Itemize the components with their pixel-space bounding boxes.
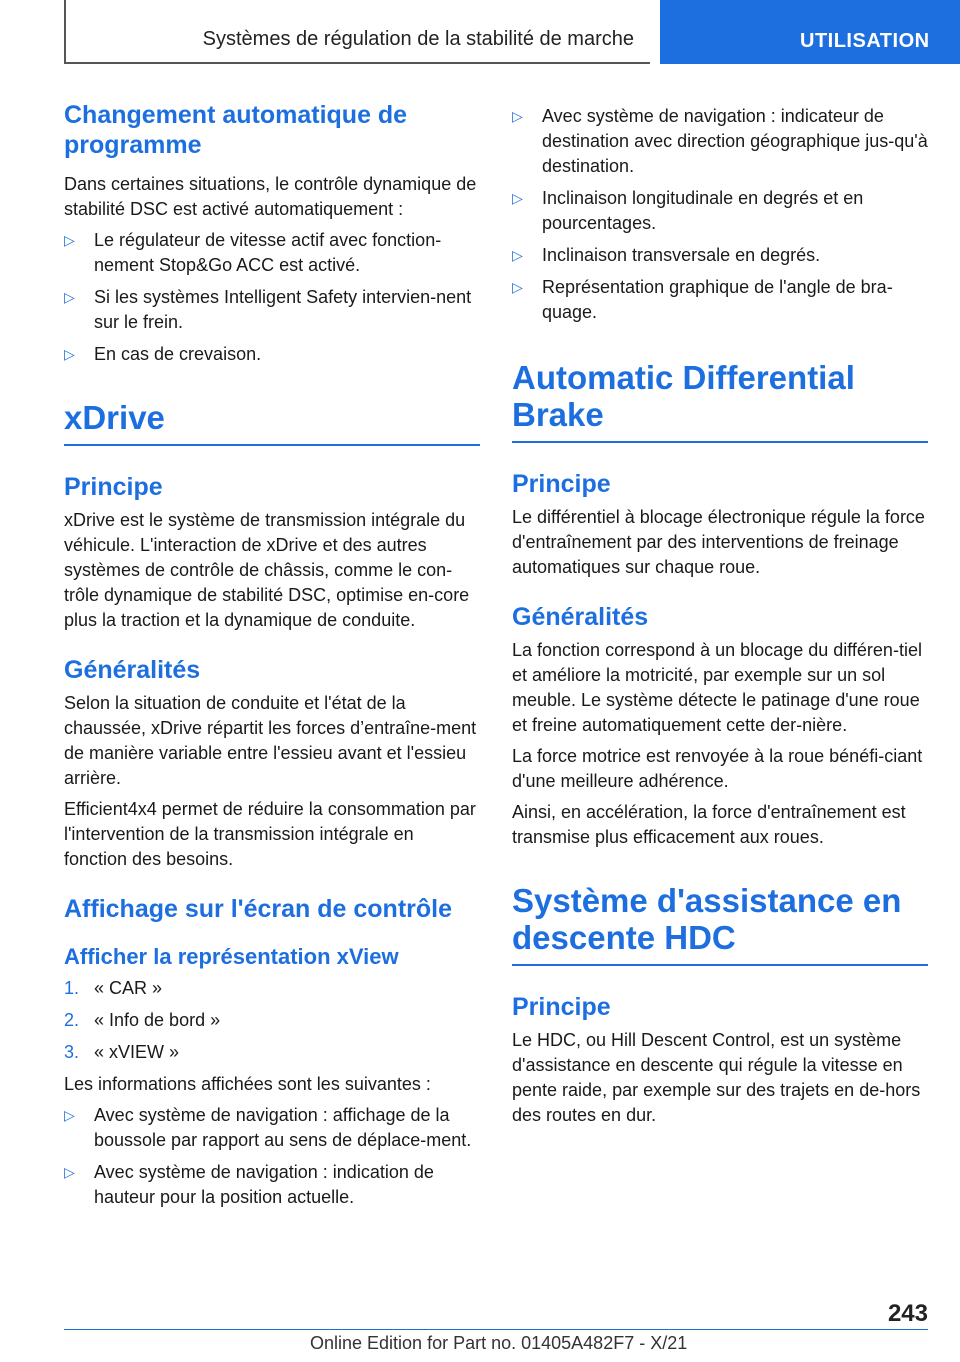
header-left-rule <box>64 0 66 64</box>
section-adb <box>512 359 928 443</box>
triangle-bullet-icon: ▷ <box>512 190 523 206</box>
paragraph-hdc-principe: Le HDC, ou Hill Descent Control, est un système d'assistance en descente qui régule la vitesse en pente raide, par exemple sur des trajets en de-hors des routes en dur. <box>512 1030 921 1125</box>
section-hdc <box>512 882 928 966</box>
heading-adb-generalites: Généralités <box>512 603 649 631</box>
step-number: 2. <box>64 1010 80 1030</box>
chapter-title: Systèmes de régulation de la stabilité de marche <box>202 28 634 50</box>
paragraph-auto-change-intro: Dans certaines situations, le contrôle dynamique de stabilité DSC est activé automatiquement : <box>64 174 477 219</box>
list-item: ▷ Si les systèmes Intelligent Safety intervien-nent sur le frein. <box>64 287 472 332</box>
paragraph-xdrive-principe: xDrive est le système de transmission intégrale du véhicule. L'interaction de xDrive et des autres systèmes de contrôle de châssis, comme le con-trôle dynamique de stabilité DSC, optimise en-core plus la traction et la dynamique de conduite. <box>64 510 470 630</box>
triangle-bullet-icon: ▷ <box>64 346 75 362</box>
heading-hdc-principe: Principe <box>512 993 611 1021</box>
list-item: 2. « Info de bord » <box>64 1008 480 1033</box>
triangle-bullet-icon: ▷ <box>64 232 75 248</box>
page-header <box>0 0 960 64</box>
heading-xview: Afficher la représentation xView <box>64 944 399 969</box>
heading-xdrive-generalites: Généralités <box>64 656 201 684</box>
list-item: ▷ Inclinaison transversale en degrés. <box>512 243 928 268</box>
paragraph-adb-principe: Le différentiel à blocage électronique régule la force d'entraînement par des interventions de freinage automatiques sur chaque roue. <box>512 507 925 577</box>
list-item: ▷ Avec système de navigation : affichage de la boussole par rapport au sens de déplace-ment. <box>64 1105 472 1150</box>
header-bottom-rule <box>64 62 650 64</box>
right-column <box>512 100 928 1128</box>
heading-hdc: Système d'assistance en descente HDC <box>512 882 902 956</box>
list-item: ▷ Représentation graphique de l'angle de bra-quage. <box>512 277 893 322</box>
list-item: ▷ Avec système de navigation : indicateur de destination avec direction géographique jus-qu'à destination. <box>512 106 928 176</box>
list-item: ▷ Avec système de navigation : indication de hauteur pour la position actuelle. <box>64 1162 434 1207</box>
step-number: 1. <box>64 978 80 998</box>
step-number: 3. <box>64 1042 80 1062</box>
list-item: 1. « CAR » <box>64 976 480 1001</box>
footer-edition: Online Edition for Part no. 01405A482F7 - X/21 <box>310 1333 688 1353</box>
triangle-bullet-icon: ▷ <box>512 279 523 295</box>
heading-auto-change: Changement automatique de programme <box>64 101 408 159</box>
list-item: ▷ Inclinaison longitudinale en degrés et en pourcentages. <box>512 188 864 233</box>
bullet-list-info-continued <box>512 104 928 325</box>
paragraph-xdrive-generalites-2: Efficient4x4 permet de réduire la consommation par l'intervention de la transmission intégrale en fonction des besoins. <box>64 799 476 869</box>
bullet-list-info <box>64 1103 480 1210</box>
steps-list <box>64 976 480 1065</box>
triangle-bullet-icon: ▷ <box>64 1107 75 1123</box>
list-item: ▷ En cas de crevaison. <box>64 342 480 367</box>
section-xdrive <box>64 399 480 446</box>
heading-display: Affichage sur l'écran de contrôle <box>64 895 452 923</box>
triangle-bullet-icon: ▷ <box>64 289 75 305</box>
footer-rule <box>64 1329 928 1330</box>
heading-adb: Automatic Differential Brake <box>512 359 855 433</box>
bullet-list-auto-change <box>64 228 480 367</box>
triangle-bullet-icon: ▷ <box>512 247 523 263</box>
left-column <box>64 100 480 1210</box>
heading-xdrive-principe: Principe <box>64 473 163 501</box>
heading-adb-principe: Principe <box>512 470 611 498</box>
list-item: 3. « xVIEW » <box>64 1040 480 1065</box>
triangle-bullet-icon: ▷ <box>512 108 523 124</box>
list-item: ▷ Le régulateur de vitesse actif avec fonction-nement Stop&Go ACC est activé. <box>64 230 442 275</box>
section-tab-label: UTILISATION <box>800 30 930 52</box>
paragraph-info-intro: Les informations affichées sont les suivantes : <box>64 1074 431 1094</box>
paragraph-xdrive-generalites-1: Selon la situation de conduite et l'état de la chaussée, xDrive répartit les forces d’entraîne-ment de manière variable entre l'essieu avant et l'essieu arrière. <box>64 693 477 788</box>
page-number: 243 <box>887 1300 928 1327</box>
heading-xdrive: xDrive <box>64 399 165 436</box>
triangle-bullet-icon: ▷ <box>64 1164 75 1180</box>
paragraph-adb-generalites-1: La fonction correspond à un blocage du différen-tiel et améliore la motricité, par exemple sur un sol meuble. Le système détecte le patinage d'une roue et freine automatiquement cette der-nière. <box>512 640 922 735</box>
paragraph-adb-generalites-2: La force motrice est renvoyée à la roue bénéfi-ciant d'une meilleure adhérence. <box>512 746 923 791</box>
paragraph-adb-generalites-3: Ainsi, en accélération, la force d'entraînement est transmise plus efficacement aux roues. <box>512 802 906 847</box>
section-tab[interactable] <box>660 0 960 64</box>
